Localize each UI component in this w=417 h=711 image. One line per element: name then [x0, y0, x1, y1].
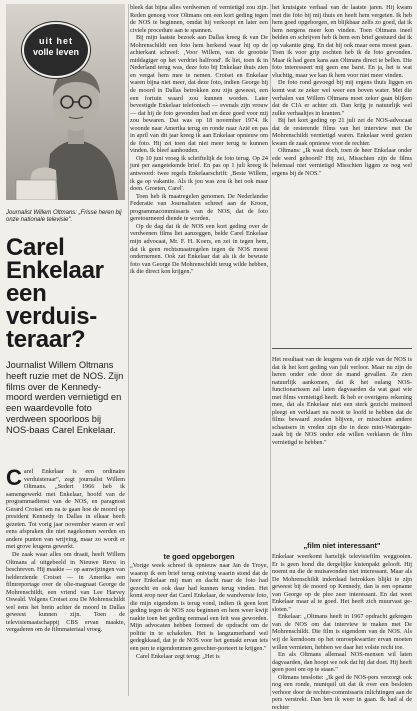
body-paragraph: De foto rond gevoegd bij mij ergens thuis liggen en komt wat ze zeker wel weer een boven water. Met die verhalen van Willem Oltmans moet zeker gaan blijken dat de CIA er achter zit. Dan krijg je natuurlijk wel zulke verhaaltjes in kranten."	[272, 79, 412, 117]
body-paragraph: Toen heb ik maatregelen genomen. De Nederlandse Federatie van Journalisten schreef aan de Kroon, programmacommissaris van de NOS, dat de foto geretourneerd diende te worden.	[130, 192, 268, 223]
column-2b-text	[130, 562, 268, 660]
subheading: te goed opgeborgen	[163, 552, 235, 561]
body-paragraph: De zaak waar alles om draait, heeft Willem Oltmans al uitgebeeld in Nieuwe Revu in beschreven. Hij maakte — op aanwijzingen van helderziende Croiset — in Amerika een filmreportage over de olie-magnaat George de Mohrenschildt, een vriend van Lee Harvey Oswald. Volgens Croiset zou De Mohrenschildt wel eens het brein achter de moord in Dallas geweest kunnen zijn. Toen de televisiemaatschappij CBS ervan maakte, vergaderen om de filmmateriaal vroeg.	[6, 551, 125, 634]
lead-paragraph: Journalist Willem Oltmans heeft ruzie met de NOS. Zijn films over de Kennedy-moord werden vernietigd en een waardevolle foto verdween spoorloos bij NOS-baas Carel Enkelaar.	[6, 360, 124, 435]
subheading: „film niet interessant"	[303, 541, 381, 550]
headline: Carel Enkelaar een verduisteraar?	[6, 234, 104, 353]
portrait-photo	[6, 4, 125, 200]
logo-line-2: volle leven	[32, 47, 80, 57]
column-logo	[22, 22, 90, 78]
body-paragraph: Carel Enkelaar is een ordinaire verduisteraar", zegt journalist Willem Oltmans. „Sedert 1966 heb ik samengewerkt met Enkelaar, hoofd van de programmadienst van de NOS, en paragnost Gerard Croiset om na te gaan hoe de moord op president Kennedy in Dallas in elkaar heeft gezeten. Tot vorig jaar november waren er wel eens afspraken die niet nagekomen werden en andere punten van wrijving, maar zo wordt er met grove leugens gewerkt.	[6, 465, 125, 551]
body-paragraph: Bij mijn laatste bezoek aan Dallas kreeg ik van De Mohrenschildt een foto hem herkend waar hij op de achterkant schreef: ‚Voor Willem, van de grootste middagiger op het verdriet halfrond'. Ik liet, toen ik in Nederland terug was, deze foto bij Enkelaar thuis zien en vergat hem mee te nemen. Croiset en Enkelaar waren bijna niet meer, dat deze foto, indien George bij de moord in Dallas betrokken zou zijn geweest, een een fortuin waard zou kunnen worden. Later bevestigde Enkelaar telefonisch — evenals zijn vrouw — dat hij de foto gevonden had en deze goed voor mij zou bewaren. Dat was op 18 november 1974. Ik woonde naar Amerika terug en ronde naar Azië en pas in april van dit jaar kreeg ik aan Enkelaar opnieuw om de foto. Hij zei toen dat niet meer terug te kunnen vinden. Ik bleef aanhouden.	[130, 34, 268, 155]
body-paragraph: bleek dat bijna alles verdwenen of vernietigd zou zijn. Reden genoeg voor Oltmans om een kort geding tegen de NOS te beginnen, omdat hij verkoopt en later een civiele procedure aan te spannen.	[130, 4, 268, 34]
body-paragraph: Oltmans tenslotte: „Ik ged de NOS-pers verzorgt ook nog een ronde, muniquil uit dat ik over een besloten verhoor door de rechter-commissaris inlichtingen aan de pers verstrekt. Dan ben ik weer in gaan. Ik had al de rechter	[272, 673, 412, 711]
body-paragraph: En als Oltmans allemaal NOS-mensen wil laten dagvaarden, dan hoopt we ook dat hij dat doet. Hij heeft geen poot om op te staan."	[272, 651, 412, 674]
body-paragraph: Bij het kort geding op 21 juli zei de NOS-advocaat dat de resterende films van het interview met De Mohrenschildt vernietigd waren. Enkelaar werd gezien kwam de zaak opnieuw voor de rechter.	[272, 117, 412, 147]
drop-cap: C	[6, 465, 22, 490]
body-paragraph: Carel Enkelaar zegt terug: „Het is	[136, 652, 220, 660]
column-1-text	[6, 465, 125, 634]
section-divider	[272, 348, 412, 349]
photo-caption: Journalist Willem Oltmans: „Frisse heren bij onze nationale televisie".	[6, 210, 122, 224]
column-divider	[128, 4, 129, 696]
body-paragraph: Oltmans: „Ik wast doch, toen de heer Enkelaar onder ede werd gehoord? Hij zei, Misschien zijn de films helemaal niet vernietigd Misschien liggen ze nog wel ergens bij de NOS."	[272, 147, 412, 178]
body-paragraph: Het resultaat van de leugens van de zijde van de NOS is dat ik het kort geding van juli verloor. Maar nu zijn de heren onder ede door de mand gevallen. Ze zien natuurlijk aankomen, dat ik het oulang NOS-functionarissen zal laten dagvaarden da wat gaat wie met films vernietigd heeft. Ik heb er overigens rekening mee, dat als Enkelaar niet een sterk gezicht meineed pleegt en verklaart nu nooit te loofd te hebben dat de films bewaard zouden blijven, er misschien andere schaatsers in vreden zijn die in deze mini-Watergate-zaak bij de NOS onder ede willen verklaren de film vernietigd te hebben."	[272, 356, 412, 447]
body-paragraph: „Vorige week schreef ik opnieuw naar Jan de Troye, waarop ik een brief terug ontving waarin stond dat de heer Enkelaar mij man en dacht naar de foto had gezocht en ook daar had kunnen terug vinden. Het komt erop neer dat Carel Enkelaar, de wandversie foto, die mijn eigendom is terug vond, indien ik geen kort geding tegen de NOS zou beginnen en hem weer kwijt raakte toen het geding eenmaal een feit was geworden. Mijn advocaten hebben formeel de opdracht om de politie in te schakelen. Het is langzamerhand wel gedegkkaad, dat je de NOS voor het gemakt ervan iets een pen te eigendommen gerechter-porteert te krijgen."	[130, 562, 268, 653]
body-paragraph: Enkelaar: „Oltmans heeft in 1967 opdracht gekregen van de NOS om dat interview te maken met De Mohrenschildt. Die film is eigendom van de NOS. Als wij de kerndoom op het omroepkwartier ervan moeten willen vernieten, hebben we daar het volste recht toe.	[272, 613, 412, 651]
body-paragraph: het kruisigste verhaal van de laatste jaren. Hij kwam met die foto bij mij thuis en heeft hem vergeten. Ik heb hem goed opgeborgen, en blijkbaar zelfs zo goed, dat ik hem nergens meer kon vinden. Toen Oltmans ineel belden en schrijven heb ik hem een brief gestuurd dat ik op vakantie ging. En dat hij ook maar eens moest gaan. Toen ik voor grip zochten heb ik de foto gevonden. Maar ik had geen kans aan Oltmans direct te bellen. Die foto interesseert mij geen ene barst. En ja, het is wat vluchtig, maar we kan ik hem voor niet meer vinden.	[272, 4, 412, 79]
body-paragraph: Op de dag dat ik de NOS een kort geding over de verdwenen films liet aanzeggen, belde Carel Enkelaar mijn advocaat, Mr. F. H. Koers, en zei in tegen hem, dat ik geen rechtsmaatregelen tegen de NOS moest ondernemen. Ook zat Enkelaar dat als ik de bewuste foto van George De Mohrenschildt terug wilde hebben, ik die direct kon krijgen."	[130, 222, 268, 276]
body-paragraph: Enkelaar weerkomt hartelijk televisiefilm weggooien. Er is geen hond die dergelijke kistenpakt gelooft. Hij noemt nu die de muisavonden niet interessant. Maar als De Mohrenschildt inderdaad betrokken blijkt te zijn geweest bij de moord op Kennedy, dan is een opname van George op de plee zeer interessant. En dat weet Enkelaar maar al te goed. Het heeft zich muurvast ge-sloten."	[272, 553, 412, 613]
column-3-text	[272, 4, 412, 178]
column-3c-text	[272, 553, 412, 711]
logo-line-1: uit het	[39, 36, 73, 46]
column-2-text	[130, 4, 268, 276]
column-divider	[270, 4, 271, 696]
column-3b-text	[272, 356, 412, 447]
body-paragraph: Op 10 juni vroeg ik schriftelijk de foto terug. Op 24 juni per aangetekende brief. En pas op 1 juli kreeg ik antwoord: twee regels Enkelaarschrift: ‚Beste Willem, ik ga op vakantie. Als ik jou was zou ik het ook maar doen. Groeten, Carel'.	[130, 154, 268, 193]
